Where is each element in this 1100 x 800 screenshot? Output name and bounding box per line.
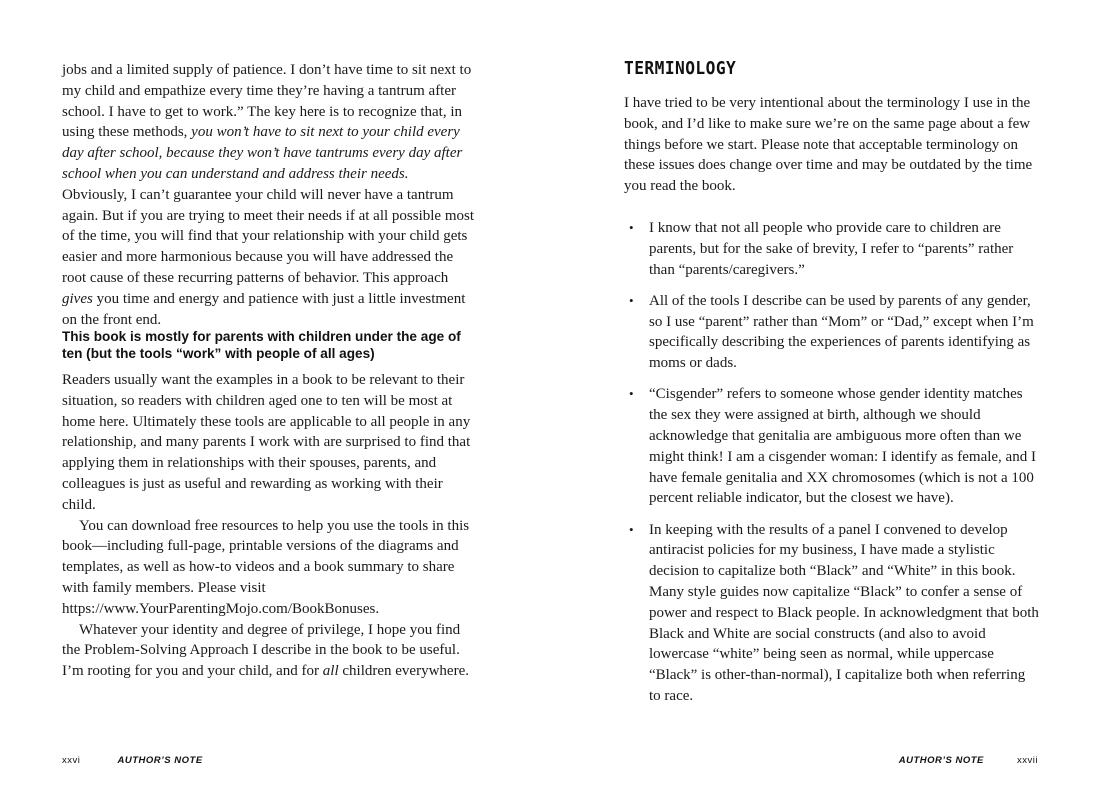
text-run: Whatever your identity and degree of privilege, I hope you find the Problem-Solving Approach I describe in the book to be useful. I’m rooting for you and your child, and for bbox=[62, 621, 461, 680]
page-number-left: xxvi bbox=[62, 755, 81, 766]
terminology-list bbox=[624, 218, 1040, 717]
list-item-text: All of the tools I describe can be used by parents of any gender, so I use “parent” rather than “Mom” or “Dad,” except when I’m specifically describing the experiences of parents identifying as moms or dads. bbox=[649, 292, 1034, 372]
bullet-icon: • bbox=[629, 386, 634, 402]
paragraph-readers: Readers usually want the examples in a book to be relevant to their situation, so readers with children aged one to ten will be most at home here. Ultimately these tools are applicable to all people in any relationship, and many parents I work with are surprised to find that applying them in relationships with their spouses, parents, and colleagues is just as useful and rewarding as working with their child. bbox=[62, 372, 471, 513]
paragraph-tantrum bbox=[62, 60, 476, 330]
left-footer bbox=[62, 755, 203, 766]
emphasis-text: you won’t have to sit next to your child every day after school, because they won’t have tantrums every day after school when you can understand and address their needs. bbox=[62, 124, 463, 182]
right-page bbox=[624, 0, 1040, 800]
text-run: children everywhere. bbox=[338, 663, 469, 680]
terminology-heading: TERMINOLOGY bbox=[624, 58, 737, 79]
list-item-text: In keeping with the results of a panel I convened to develop antiracist policies for my business, I have made a stylistic decision to capitalize both “Black” and “White” in this book. Many style guides now capitalize “Black” to confer a sense of power and respect to Black people. In acknowledgment that both Black and White are social constructs (and also to avoid lowercase “white” being seen as normal, while uppercase “Black” is other-than-normal), I capitalize both when referring to race. bbox=[649, 521, 1039, 704]
left-page bbox=[62, 0, 476, 800]
list-item bbox=[624, 520, 1040, 707]
paragraph-closing bbox=[62, 620, 476, 682]
emphasis-text: all bbox=[322, 663, 339, 680]
paragraph-resources: You can download free resources to help you use the tools in this book—including full-page, printable versions of the diagrams and templates, as well as how-to videos and a book summary to share with family members. Please visit https://www.YourParentingMojo.com/BookBonuses. bbox=[62, 517, 470, 617]
bullet-icon: • bbox=[629, 292, 634, 308]
running-head-left: AUTHOR’S NOTE bbox=[117, 755, 203, 766]
running-head-right: AUTHOR’S NOTE bbox=[898, 755, 984, 766]
section-subheading: This book is mostly for parents with children under the age of ten (but the tools “work” with people of all ages) bbox=[62, 329, 461, 361]
list-item bbox=[624, 384, 1040, 509]
list-item-text: I know that not all people who provide care to children are parents, but for the sake of brevity, I refer to “parents” rather than “parents/caregivers.” bbox=[649, 220, 1014, 278]
bullet-icon: • bbox=[629, 521, 634, 537]
text-run: you time and energy and patience with just a little investment on the front end. bbox=[62, 290, 466, 328]
terminology-intro: I have tried to be very intentional about the terminology I use in the book, and I’d like to make sure we’re on the same page about a few things before we start. Please note that acceptable terminology on these issues does change over time and may be outdated by the time you read the book. bbox=[624, 95, 1033, 195]
emphasis-text: gives bbox=[62, 290, 93, 307]
right-footer bbox=[899, 755, 1038, 766]
page-number-right: xxvii bbox=[1017, 755, 1038, 766]
text-run: Obviously, I can’t guarantee your child will never have a tantrum again. But if you are trying to meet their needs if at all possible most of the time, you will find that your relationship with your child gets easier and more harmonious because you will have addressed the root cause of these recurring patterns of behavior. This approach bbox=[62, 186, 474, 286]
list-item bbox=[624, 291, 1040, 374]
text-run: jobs and a limited supply of patience. I don’t have time to sit next to my child and empathize every time they’re having a tantrum after school. I have to get to work.” The key here is to recognize that, in using these methods, bbox=[62, 62, 472, 141]
list-item bbox=[624, 218, 1040, 280]
list-item-text: “Cisgender” refers to someone whose gender identity matches the sex they were assigned at birth, although we should acknowledge that genitalia are ambiguous more often than we might think! I am a cisgender woman: I identify as female, and I have female genitalia and XX chromosomes (which is not a 100 percent reliable indicator, but the closest we have). bbox=[649, 386, 1036, 507]
bullet-icon: • bbox=[629, 220, 634, 235]
